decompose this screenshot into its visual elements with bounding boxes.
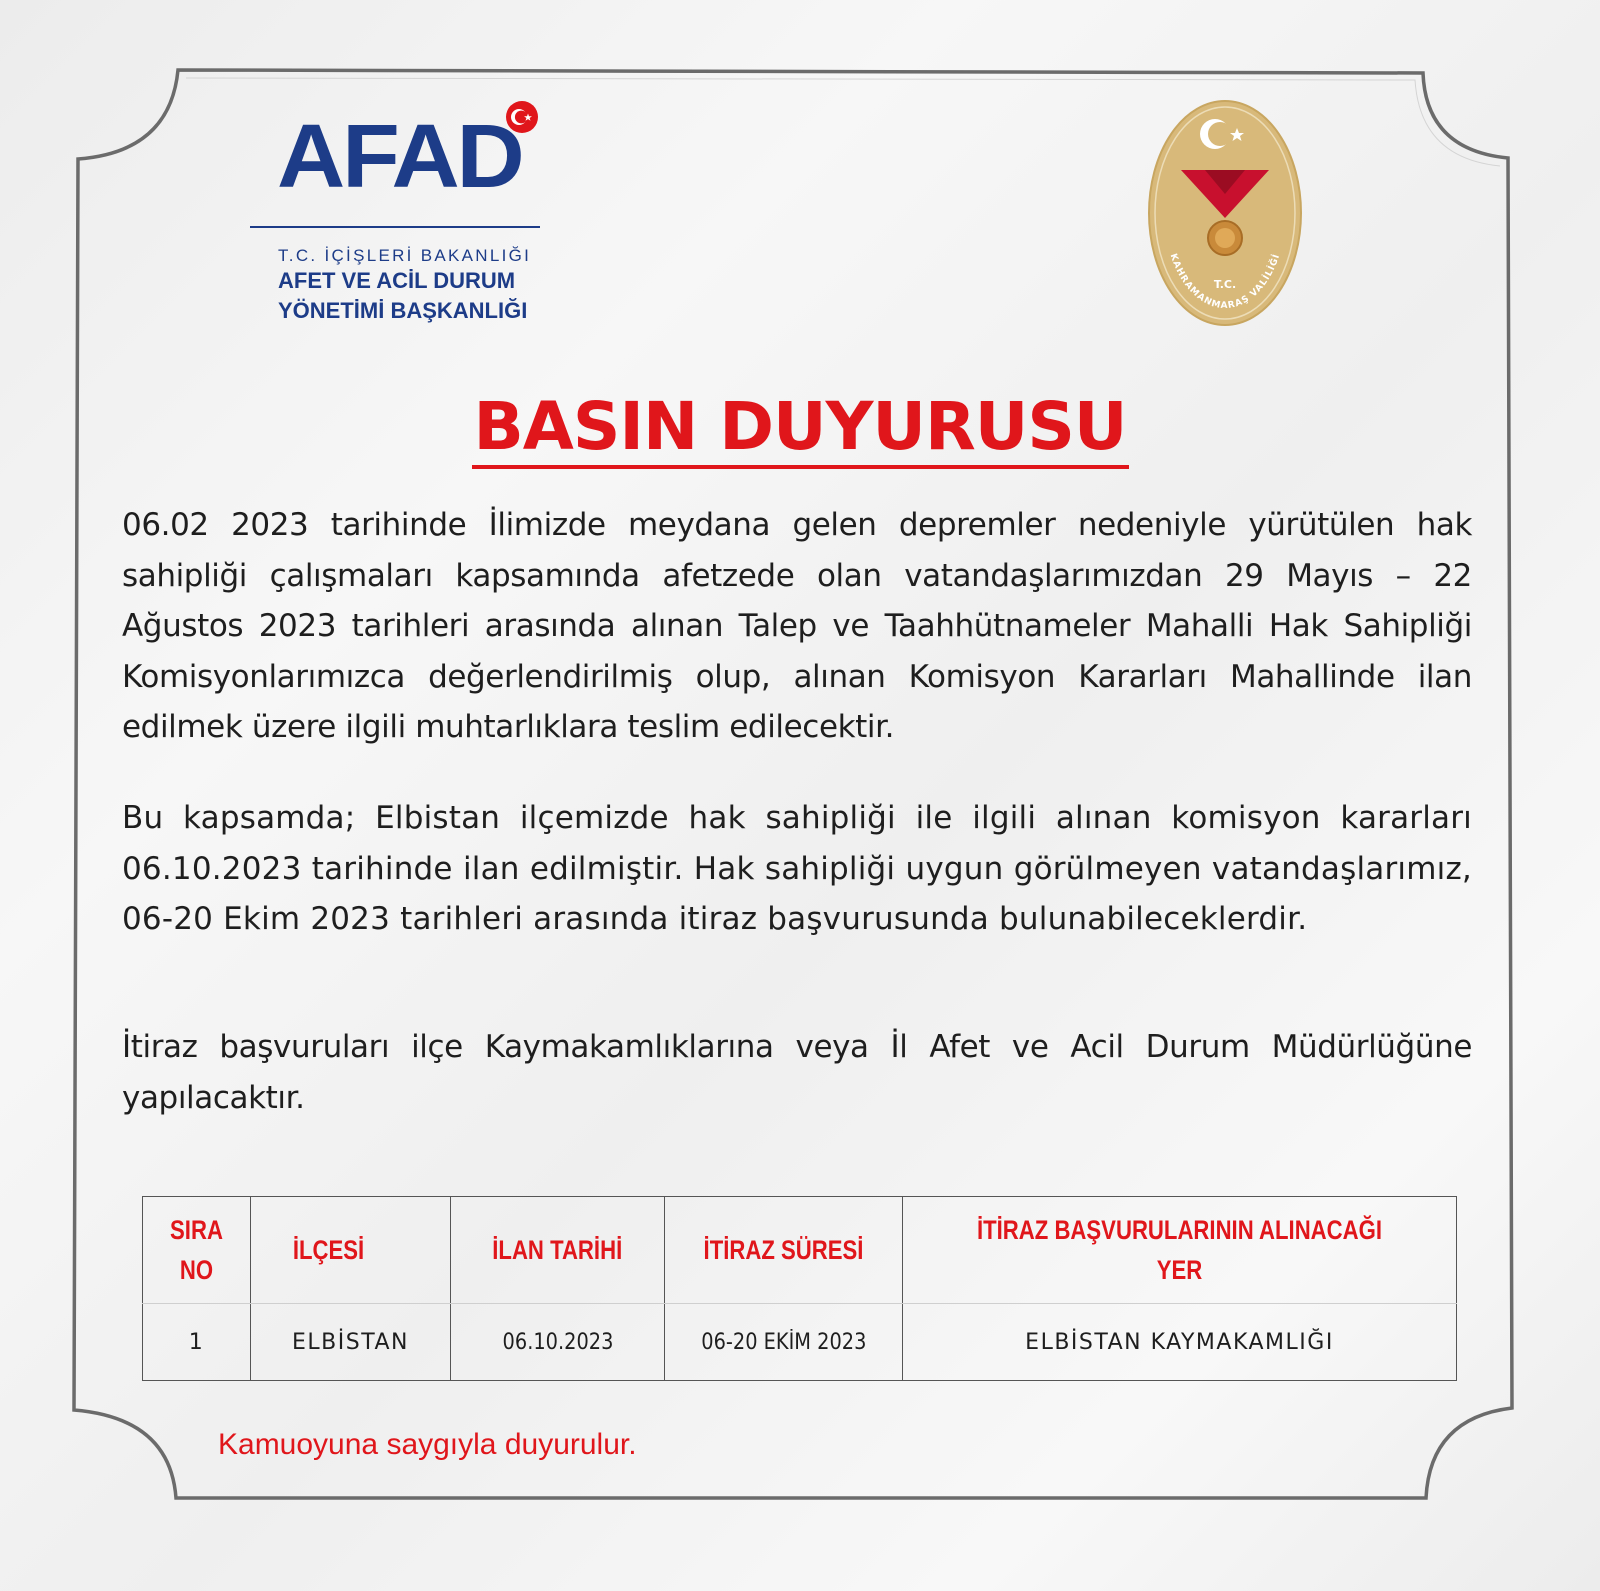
- cell-ilan-tarihi: 06.10.2023: [451, 1304, 665, 1381]
- cell-sira-no: 1: [143, 1304, 251, 1381]
- department-name-line1: AFET VE ACİL DURUM: [278, 268, 516, 293]
- table-header-row: [143, 1197, 1457, 1304]
- table-row: [143, 1304, 1457, 1381]
- header-ilcesi: İLÇESİ: [251, 1197, 451, 1304]
- afad-wordmark: AFAD: [277, 107, 522, 207]
- cell-ilce: ELBİSTAN: [251, 1304, 451, 1381]
- paragraph-objection: İtiraz başvuruları ilçe Kaymakamlıklarına veya İl Afet ve Acil Durum Müdürlüğüne yapılacaktır.: [122, 1029, 1472, 1116]
- header-basvuru-yeri: İTİRAZ BAŞVURULARININ ALINACAĞI YER: [903, 1197, 1457, 1304]
- paragraph-announcement: 06.02 2023 tarihinde İlimizde meydana gelen depremler nedeniyle yürütülen hak sahipliği çalışmaları kapsamında afetzede olan vatandaşlarımızdan 29 Mayıs – 22 Ağustos 2023 tarihleri arasında alınan Talep ve Taahhütnameler Mahalli Hak Sahipliği Komisyonlarımızca değerlendirilmiş olup, alınan Komisyon Kararları Mahallinde ilan edilmek üzere ilgili muhtarlıklara teslim edilecektir.: [122, 507, 1472, 745]
- header-sira-no: SIRA NO: [143, 1197, 251, 1304]
- closing-statement: Kamuoyuna saygıyla duyurulur.: [218, 1428, 637, 1461]
- paragraph-elbistan: Bu kapsamda; Elbistan ilçemizde hak sahipliği ile ilgili alınan komisyon kararları 06.10.2023 tarihinde ilan edilmiştir. Hak sahipliği uygun görülmeyen vatandaşlarımız, 06-20 Ekim 2023 tarihleri arasında itiraz başvurusunda bulunabileceklerdir.: [122, 800, 1472, 937]
- governorship-seal: [1145, 98, 1305, 328]
- afad-logo: [250, 100, 560, 340]
- seal-ring-text: KAHRAMANMARAŞ VALİLİĞİ: [1167, 252, 1283, 312]
- cell-itiraz-suresi: 06-20 EKİM 2023: [665, 1304, 903, 1381]
- header-itiraz-suresi: İTİRAZ SÜRESİ: [665, 1197, 903, 1304]
- logo-divider: [250, 226, 540, 228]
- seal-tc-text: T.C.: [1213, 278, 1237, 291]
- page-title: BASIN DUYURUSU: [0, 392, 1600, 469]
- department-name-line2: YÖNETİMİ BAŞKANLIĞI: [278, 298, 528, 323]
- objection-table: [142, 1196, 1457, 1381]
- header-ilan-tarihi: İLAN TARİHİ: [451, 1197, 665, 1304]
- cell-basvuru-yeri: ELBİSTAN KAYMAKAMLIĞI: [903, 1304, 1457, 1381]
- ministry-name: T.C. İÇİŞLERİ BAKANLIĞI: [278, 246, 532, 265]
